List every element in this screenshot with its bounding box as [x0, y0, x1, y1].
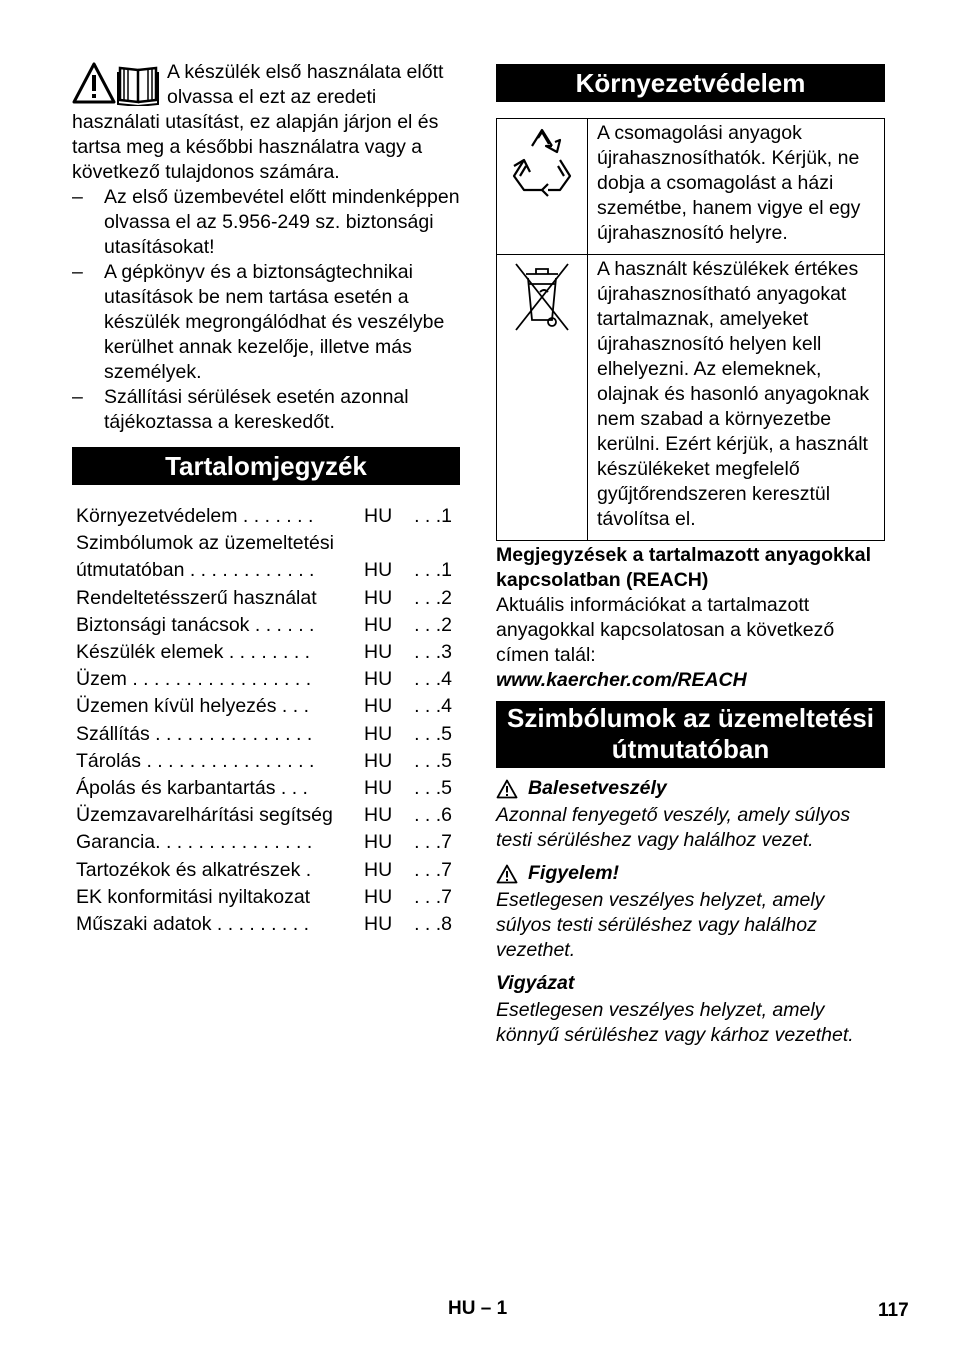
- toc-leader-dots: . . . . . . .: [237, 505, 314, 527]
- toc-leader-dots: . . . . . . . . . . . . . . .: [149, 722, 313, 745]
- toc-page-number: . . .5: [414, 722, 452, 745]
- toc-entry-title: [72, 748, 364, 775]
- toc-leader-dots: . . . . . . . . . . . . . . . .: [141, 749, 315, 772]
- toc-row[interactable]: [72, 503, 460, 530]
- toc-language: HU: [364, 804, 393, 827]
- warning-manual-icon: [72, 62, 164, 106]
- toc-language: HU: [364, 831, 393, 854]
- toc-title: Tartalomjegyzék: [72, 447, 460, 485]
- toc-row[interactable]: [72, 911, 460, 938]
- symbol-heading-label: Figyelem!: [528, 862, 620, 884]
- intro-bullets: [72, 185, 460, 435]
- toc-page-number: . . .7: [414, 885, 452, 908]
- recycle-text: A csomagolási anyagok újrahasznosíthatók. Kérjük, ne dobja a csomagolást a házi szemétbe, hanem vigye el egy újrahasznosító helyre.: [588, 119, 885, 255]
- toc-entry-title: [72, 884, 364, 911]
- toc-entry-title: [72, 666, 364, 693]
- toc-title-text: Tárolás: [76, 749, 142, 772]
- toc-title-text: Környezetvédelem: [76, 505, 238, 527]
- toc-row[interactable]: [72, 666, 460, 693]
- toc-leader-dots: . . . . . . . . . . . . . . . . .: [126, 668, 312, 691]
- toc-row[interactable]: [72, 748, 460, 775]
- reach-title: Megjegyzések a tartalmazott anyagokkal kapcsolatban (REACH): [496, 544, 871, 591]
- symbol-description: Esetlegesen veszélyes helyzet, amely könnyű sérüléshez vagy kárhoz vezethet.: [496, 999, 854, 1046]
- toc-title-text: Készülék elemek: [76, 641, 224, 664]
- toc-entry-title: [72, 530, 364, 584]
- right-column: [496, 64, 885, 1048]
- toc-language: HU: [364, 777, 393, 800]
- toc-leader-dots: . . .: [275, 777, 308, 800]
- toc-entry-title: [72, 503, 364, 530]
- warning-triangle-icon: [496, 864, 518, 884]
- toc-leader-dots: . . . . . . . . . . . . . . .: [155, 831, 313, 854]
- list-item: – A gépkönyv és a biztonságtechnikai utasítások be nem tartása esetén a készülék megrongálódhat és veszélybe kerülhet annak kezelője, illetve más személyek.: [72, 260, 460, 385]
- disposal-text: A használt készülékek értékes újrahasznosítható anyagokat tartalmaznak, amelyeket újrahasznosító helyen kell elhelyezni. Az elemeknek, olajnak és hasonló anyagoknak nem szabad a környezetbe kerülni. Ezért kérjük, a használt készülékeket megfelelő gyűjtőrendszeren keresztül távolítsa el.: [588, 255, 885, 541]
- left-column: [72, 60, 460, 938]
- warning-triangle-icon: [496, 779, 518, 799]
- toc-row[interactable]: [72, 612, 460, 639]
- toc-language: HU: [364, 885, 393, 908]
- toc-row[interactable]: [72, 693, 460, 720]
- toc-language: HU: [364, 695, 393, 718]
- toc-page-number: . . .8: [414, 913, 452, 936]
- toc-row[interactable]: [72, 775, 460, 802]
- toc-page-number: . . .3: [414, 641, 452, 664]
- table-row: [497, 255, 885, 541]
- toc-title-text: Szimbólumok az üzemeltetési: [76, 532, 334, 555]
- symbols-title: Szimbólumok az üzemeltetési útmutatóban: [496, 701, 885, 768]
- toc-page-number: . . .7: [414, 858, 452, 881]
- toc-row[interactable]: [72, 884, 460, 911]
- toc-row[interactable]: [72, 802, 460, 829]
- symbol-heading-warning: [496, 861, 885, 886]
- toc-page-number: . . .7: [414, 831, 452, 854]
- toc-row[interactable]: [72, 530, 460, 584]
- symbol-description: Azonnal fenyegető veszély, amely súlyos testi sérüléshez vagy halálhoz vezet.: [496, 804, 851, 851]
- toc-row[interactable]: [72, 585, 460, 612]
- intro-notice: [72, 60, 460, 185]
- toc-leader-dots: .: [300, 858, 312, 881]
- toc-page-number: . . .6: [414, 804, 452, 827]
- toc-title-text: Üzemzavarelhárítási segítség: [76, 804, 333, 827]
- toc-entry-title: [72, 829, 364, 856]
- toc-entry-title: [72, 585, 364, 612]
- toc-language: HU: [364, 613, 393, 636]
- toc-language: HU: [364, 722, 393, 745]
- toc-entry-title: [72, 693, 364, 720]
- toc-language: HU: [364, 668, 393, 691]
- footer-language-code: HU – 1: [448, 1298, 508, 1319]
- recycle-icon: [502, 120, 582, 210]
- toc-language: HU: [364, 858, 393, 881]
- toc-title-text: Műszaki adatok: [76, 913, 212, 936]
- symbol-heading-danger: [496, 776, 885, 801]
- toc-leader-dots: . . . . . .: [249, 613, 315, 636]
- toc-page-number: . . .2: [414, 586, 452, 609]
- toc-title-text: Ápolás és karbantartás: [76, 777, 276, 800]
- toc-entry-title: [72, 612, 364, 639]
- toc-entry-title: [72, 802, 364, 829]
- toc-entry-title: [72, 857, 364, 884]
- page-number: 117: [878, 1300, 909, 1321]
- environment-title: Környezetvédelem: [496, 64, 885, 102]
- toc-title-text: Tartozékok és alkatrészek: [76, 858, 301, 881]
- toc-language: HU: [364, 586, 393, 609]
- toc-title-text: Üzemen kívül helyezés: [76, 695, 277, 718]
- list-item: – Az első üzembevétel előtt mindenképpen olvassa el az 5.956-249 sz. biztonsági utasításokat!: [72, 185, 460, 260]
- toc-row[interactable]: [72, 829, 460, 856]
- reach-link[interactable]: www.kaercher.com/REACH: [496, 669, 747, 691]
- toc-row[interactable]: [72, 721, 460, 748]
- toc-row[interactable]: [72, 639, 460, 666]
- toc-entry-title: [72, 721, 364, 748]
- intro-text: A készülék első használata előtt olvassa el ezt az eredeti használati utasítást, ez alapján járjon el és tartsa meg a későbbi használatra vagy a következő tulajdonos számára.: [72, 61, 444, 183]
- toc-entry-title: [72, 911, 364, 938]
- toc-leader-dots: . . . . . . . .: [223, 641, 311, 664]
- toc-page-number: . . .5: [414, 777, 452, 800]
- toc-entry-title: [72, 775, 364, 802]
- table-row: [497, 119, 885, 255]
- toc-title-text: Szállítás: [76, 722, 150, 745]
- toc-page-number: . . .4: [414, 668, 452, 691]
- symbol-heading-caution: [496, 971, 885, 996]
- toc-page-number: . . .4: [414, 695, 452, 718]
- toc-page-number: . . .1: [414, 559, 452, 582]
- toc-entry-title: [72, 639, 364, 666]
- crossed-bin-icon: [502, 256, 582, 342]
- toc-title-text: Biztonsági tanácsok: [76, 613, 250, 636]
- toc-title-text: Üzem: [76, 668, 127, 691]
- symbol-heading-label: Vigyázat: [496, 972, 575, 994]
- toc-row[interactable]: [72, 857, 460, 884]
- icon-cell: [497, 255, 588, 541]
- toc-leader-dots: . . .: [276, 695, 310, 718]
- toc-language: HU: [364, 505, 393, 527]
- toc-page-number: . . .2: [414, 613, 452, 636]
- toc-title-text: Rendeltetésszerű használat: [76, 586, 317, 609]
- icon-cell: [497, 119, 588, 255]
- toc-language: HU: [364, 641, 393, 664]
- toc-title-text-continued: útmutatóban: [76, 559, 185, 582]
- toc-page-number: . . .1: [414, 505, 452, 527]
- table-of-contents: [72, 503, 460, 938]
- toc-title-text: Garancia: [76, 831, 156, 854]
- toc-leader-dots: . . . . . . . . . . . .: [184, 559, 315, 582]
- toc-language: HU: [364, 559, 393, 582]
- toc-leader-dots: . . . . . . . . .: [211, 913, 310, 936]
- symbol-description: Esetlegesen veszélyes helyzet, amely súlyos testi sérüléshez vagy halálhoz vezethet.: [496, 889, 825, 961]
- list-item: – Szállítási sérülések esetén azonnal tájékoztassa a kereskedőt.: [72, 385, 460, 435]
- reach-text: Aktuális információkat a tartalmazott anyagokkal kapcsolatosan a következő címen talál:: [496, 594, 835, 666]
- symbol-heading-label: Balesetveszély: [528, 777, 667, 799]
- toc-page-number: . . .5: [414, 749, 452, 772]
- toc-title-text: EK konformitási nyiltakozat: [76, 885, 311, 908]
- toc-language: HU: [364, 749, 393, 772]
- environment-table: [496, 118, 885, 541]
- toc-language: HU: [364, 913, 393, 936]
